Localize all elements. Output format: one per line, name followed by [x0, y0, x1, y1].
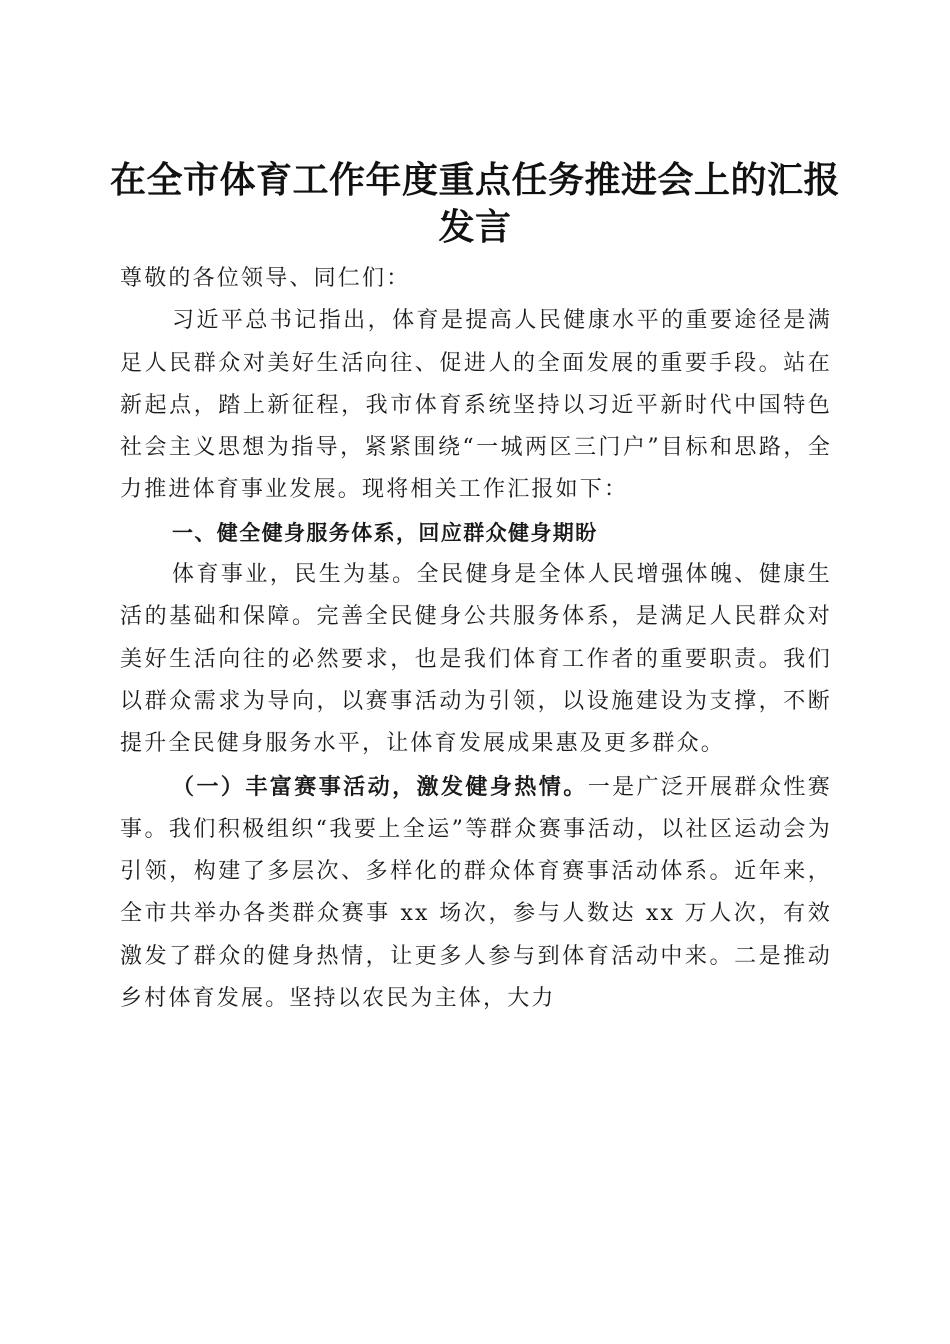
- subsection-text: 一是广泛开展群众性赛事。我们积极组织“我要上全运”等群众赛事活动，以社区运动会为引领，构建了多层次、多样化的群众体育赛事活动体系。近年来，全市共举办各类群众赛事 xx 场次，参与人数达 xx 万人次，有效激发了群众的健身热情，让更多人参与到体育活动中来。二是推动乡村体育发展。坚持以农民为主体，大力: [120, 774, 832, 1012]
- salutation: 尊敬的各位领导、同仁们：: [120, 266, 411, 291]
- section-heading: 一、健全健身服务体系，回应群众健身期盼: [172, 520, 598, 545]
- section-paragraph: 体育事业，民生为基。全民健身是全体人民增强体魄、健康生活的基础和保障。完善全民健身公共服务体系，是满足人民群众对美好生活向往的必然要求，也是我们体育工作者的重要职责。我们以群众需求为导向，以赛事活动为引领，以设施建设为支撑，不断提升全民健身服务水平，让体育发展成果惠及更多群众。: [120, 562, 832, 757]
- intro-paragraph: 习近平总书记指出，体育是提高人民健康水平的重要途径是满足人民群众对美好生活向往、促进人的全面发展的重要手段。站在新起点，踏上新征程，我市体育系统坚持以习近平新时代中国特色社会主义思想为指导，紧紧围绕“一城两区三门户”目标和思路，全力推进体育事业发展。现将相关工作汇报如下：: [120, 308, 832, 503]
- document-body: [120, 258, 832, 1020]
- subsection-lead: （一）丰富赛事活动，激发健身热情。: [172, 773, 588, 800]
- subsection-paragraph: [120, 766, 832, 1021]
- document-title: 在全市体育工作年度重点任务推进会上的汇报发言: [110, 159, 841, 249]
